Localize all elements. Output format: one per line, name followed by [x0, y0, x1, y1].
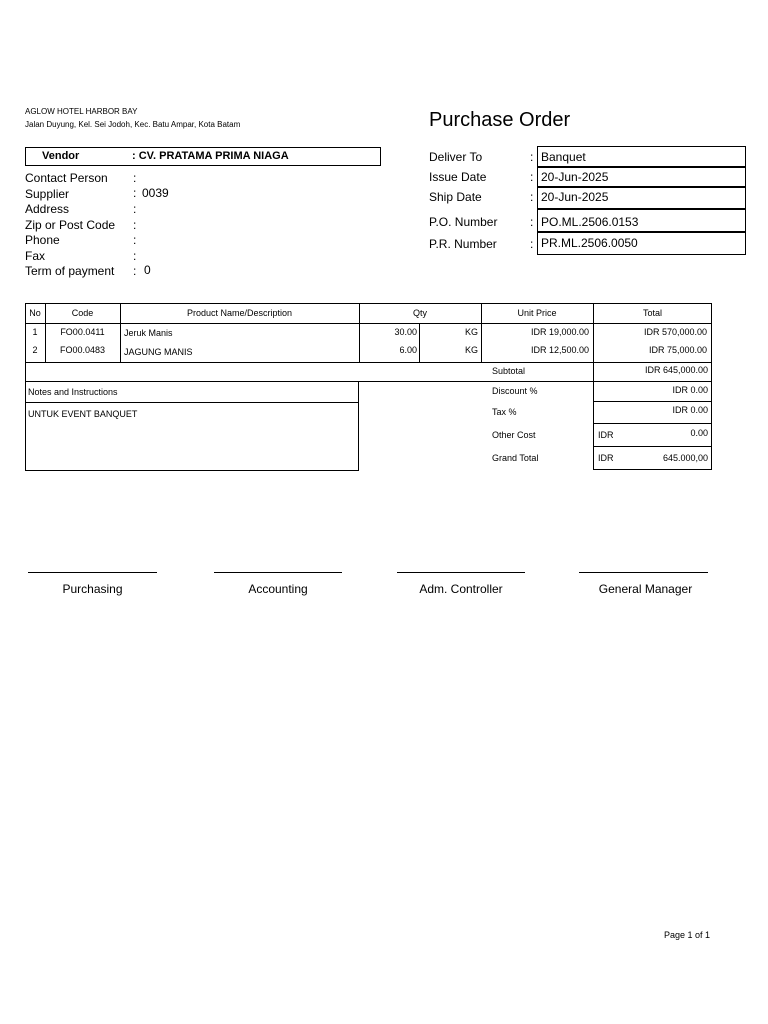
row-unit: KG: [464, 345, 478, 355]
right-label-po-number: P.O. Number: [429, 215, 498, 229]
header-unit-price: Unit Price: [517, 308, 557, 318]
field-supplier: [25, 187, 325, 203]
field-colon: :: [133, 233, 137, 247]
signature-accounting: Accounting: [248, 582, 308, 596]
company-address: Jalan Duyung, Kel. Sei Jodoh, Kec. Batu Ampar, Kota Batam: [25, 120, 241, 129]
vendor-value: : CV. PRATAMA PRIMA NIAGA: [132, 150, 289, 162]
right-label-deliver-to: Deliver To: [429, 150, 483, 164]
field-label: Term of payment: [25, 264, 115, 278]
tax-box: [593, 401, 712, 424]
row-qty: 6.00: [399, 345, 417, 355]
subtotal-value: IDR 645,000.00: [644, 365, 708, 375]
field-label: Phone: [25, 233, 60, 247]
right-colon: :: [530, 215, 534, 229]
row-description: JAGUNG MANIS: [124, 347, 193, 357]
signature-line-accounting: [214, 572, 342, 573]
subtotal-box: [593, 362, 712, 382]
field-label: Contact Person: [25, 171, 108, 185]
field-fax: [25, 249, 325, 265]
signature-line-adm-controller: [397, 572, 525, 573]
tax-value: IDR 0.00: [672, 405, 708, 415]
row-unit-price: IDR 12,500.00: [530, 345, 589, 355]
tax-label: Tax %: [492, 407, 517, 417]
field-contact-person: [25, 171, 325, 187]
items-table: [25, 303, 712, 363]
signature-adm-controller: Adm. Controller: [419, 582, 503, 596]
header-total: Total: [642, 308, 662, 318]
page-number: Page 1 of 1: [664, 930, 711, 940]
field-colon: :: [133, 217, 137, 232]
right-colon: :: [530, 190, 534, 204]
field-label: Supplier: [25, 186, 70, 201]
row-no: 2: [32, 345, 38, 355]
pr-number-value: PR.ML.2506.0050: [537, 232, 746, 255]
header-description: Product Name/Description: [186, 308, 293, 318]
discount-value: IDR 0.00: [672, 385, 708, 395]
row-unit-price: IDR 19,000.00: [530, 327, 589, 337]
po-number-value: PO.ML.2506.0153: [537, 209, 746, 232]
other-cost-currency: IDR: [598, 430, 614, 440]
signature-line-purchasing: [28, 572, 157, 573]
field-term-of-payment: [25, 264, 325, 280]
notes-box: [25, 381, 359, 471]
field-zip: [25, 218, 325, 234]
field-label: Zip or Post Code: [25, 217, 116, 232]
field-value: 0: [144, 263, 151, 277]
field-label: Fax: [25, 248, 46, 263]
vendor-label: Vendor: [42, 150, 80, 162]
row-total: IDR 570,000.00: [643, 327, 707, 337]
field-value: 0039: [142, 185, 169, 200]
field-colon: :: [133, 248, 137, 263]
right-label-ship-date: Ship Date: [429, 190, 482, 204]
header-no: No: [29, 308, 41, 318]
issue-date-value: 20-Jun-2025: [537, 167, 746, 187]
other-cost-label: Other Cost: [492, 430, 536, 440]
document-title: Purchase Order: [429, 109, 571, 131]
discount-box: [593, 381, 712, 402]
right-colon: :: [530, 237, 534, 251]
row-total: IDR 75,000.00: [648, 345, 707, 355]
vendor-details: [25, 171, 325, 280]
company-name: AGLOW HOTEL HARBOR BAY: [25, 107, 138, 116]
grand-total-currency: IDR: [598, 453, 614, 463]
field-label: Address: [25, 202, 70, 216]
grand-total-box: [593, 446, 712, 470]
grand-total-value: 645.000,00: [662, 453, 708, 463]
field-colon: :: [133, 171, 137, 185]
notes-text: UNTUK EVENT BANQUET: [28, 409, 138, 419]
deliver-to-value: Banquet: [537, 146, 746, 167]
other-cost-value: 0.00: [690, 428, 708, 438]
ship-date-value: 20-Jun-2025: [537, 187, 746, 209]
row-code: FO00.0411: [60, 327, 105, 337]
row-qty: 30.00: [394, 327, 417, 337]
field-phone: [25, 233, 325, 249]
right-colon: :: [530, 170, 534, 184]
right-label-issue-date: Issue Date: [429, 170, 487, 184]
row-code: FO00.0483: [59, 345, 106, 355]
field-colon: :: [133, 202, 137, 216]
row-unit: KG: [464, 327, 478, 337]
notes-label: Notes and Instructions: [28, 387, 118, 397]
header-code: Code: [71, 308, 94, 318]
right-colon: :: [530, 150, 534, 164]
subtotal-label: Subtotal: [492, 366, 526, 376]
signature-general-manager: General Manager: [598, 582, 693, 596]
signature-purchasing: Purchasing: [62, 582, 123, 596]
other-cost-box: [593, 423, 712, 447]
vendor-box: [25, 147, 381, 166]
discount-label: Discount %: [492, 386, 538, 396]
signature-line-general-manager: [579, 572, 708, 573]
field-colon: :: [133, 185, 137, 200]
field-address: [25, 202, 325, 218]
row-description: Jeruk Manis: [124, 328, 173, 338]
row-no: 1: [32, 327, 38, 337]
field-colon: :: [133, 264, 137, 278]
header-qty: Qty: [412, 308, 427, 318]
right-label-pr-number: P.R. Number: [429, 237, 497, 251]
grand-total-label: Grand Total: [492, 453, 539, 463]
